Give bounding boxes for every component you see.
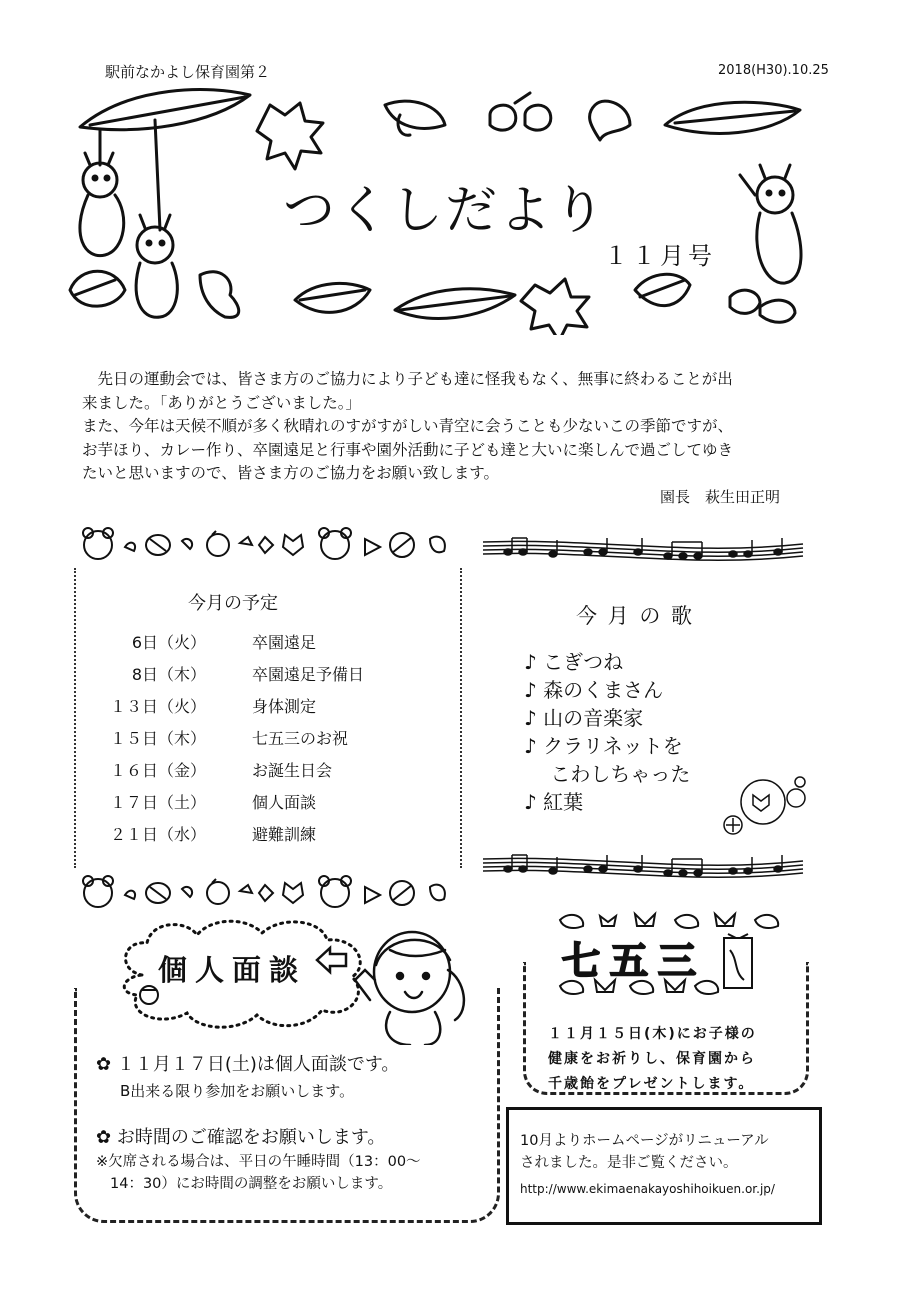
schedule-event: 卒園遠足予備日 [252,665,365,684]
issue-number: １１月号 [604,242,716,270]
bear-icon [84,531,112,559]
newsletter-title: つくしだより [283,181,608,241]
schedule-date: １３日（火） [110,697,207,716]
principal-signature: 園長 萩生田正明 [660,488,781,506]
shichigosan-line: 健康をお祈りし、保育園から [548,1051,756,1067]
issue-date: 2018(H30).10.25 [718,63,829,78]
song-item: こわしちゃった [524,762,691,786]
schedule-date: 6日（火） [131,633,206,652]
songs-title: 今 月 の 歌 [576,604,695,628]
song-item: ♪ 紅葉 [524,790,584,814]
flower-bullet-icon: ✿ [96,1054,112,1075]
animal-border-top [80,525,460,567]
schedule-date: １７日（土） [110,793,207,812]
song-item: ♪ 森のくまさん [524,678,664,702]
bear-icon [321,879,349,907]
song-item: ♪ クラリネットを [524,734,683,758]
school-name: 駅前なかよし保育園第２ [105,63,271,81]
interview-line-2-sub2: 14：30）にお時間の調整をお願いします。 [110,1176,393,1192]
intro-line: たいと思いますので、皆さま方のご協力をお願い致します。 [82,464,499,482]
autumn-illustration [718,770,813,840]
schedule-date: ２１日（水） [110,825,207,844]
intro-line: 先日の運動会では、皆さま方のご協力により子ども達に怪我もなく、無事に終わることが出 [82,370,733,388]
caterpillar-icon [757,177,793,213]
interview-item-1 [96,1050,399,1076]
music-staff-icon [478,536,808,564]
schedule-event: 七五三のお祝 [252,729,349,748]
schedule-event: 個人面談 [252,793,317,812]
schedule-event: 避難訓練 [252,825,317,844]
interview-item-2 [96,1123,385,1149]
interview-line-1-sub: B出来る限り参加をお願いします。 [120,1082,355,1100]
schedule-event: 卒園遠足 [252,633,317,652]
homepage-line-1: 10月よりホームページがリニューアル [520,1133,769,1149]
song-item: ♪ 山の音楽家 [524,706,644,730]
interview-line-2-sub1: ※欠席される場合は、平日の午睡時間（13：00～ [96,1154,421,1170]
maple-leaf-icon [257,103,323,169]
arrow-sign-icon [312,940,352,980]
song-item: ♪ こぎつね [524,650,624,674]
intro-paragraph [82,368,822,486]
homepage-url-link[interactable]: http://www.ekimaenakayoshihoikuen.or.jp/ [520,1182,775,1196]
shichigosan-line: 千歳飴をプレゼントします。 [548,1076,755,1092]
homepage-notice [520,1130,775,1200]
schedule-event: 身体測定 [252,697,317,716]
interview-line-2: お時間のご確認をお願いします。 [116,1127,386,1148]
bear-icon [321,531,349,559]
caterpillar-icon [83,163,117,197]
schedule-date: １６日（金） [110,761,207,780]
schedule-date: １５日（木） [110,729,207,748]
schedule-event: お誕生日会 [252,761,333,780]
shichigosan-line: １１月１５日(木)にお子様の [548,1026,757,1042]
intro-line: また、今年は天候不順が多く秋晴れのすがすがしい青空に会うことも少ないこの季節ですが、 [82,417,734,435]
schedule-title: 今月の予定 [188,593,278,614]
music-staff-icon [478,853,808,881]
intro-line: お芋ほり、カレー作り、卒園遠足と行事や園外活動に子ども達と大いに楽しんで過ごしてゆき [82,440,734,459]
intro-line: 来ました。「ありがとうございました。」 [82,393,362,412]
shichigosan-text [548,1022,757,1097]
animal-border-bottom [80,873,460,915]
songs-list [524,648,690,816]
interview-line-1: １１月１７日(土)は個人面談です。 [116,1054,400,1075]
interview-title: 個人面談 [158,953,307,987]
homepage-line-2: されました。是非ご覧ください。 [520,1155,738,1171]
shichigosan-title: 七五三 [562,939,707,983]
bear-icon [84,879,112,907]
schedule-date: 8日（木） [131,665,206,684]
flower-bullet-icon: ✿ [96,1127,112,1148]
caterpillar-icon [137,227,173,263]
